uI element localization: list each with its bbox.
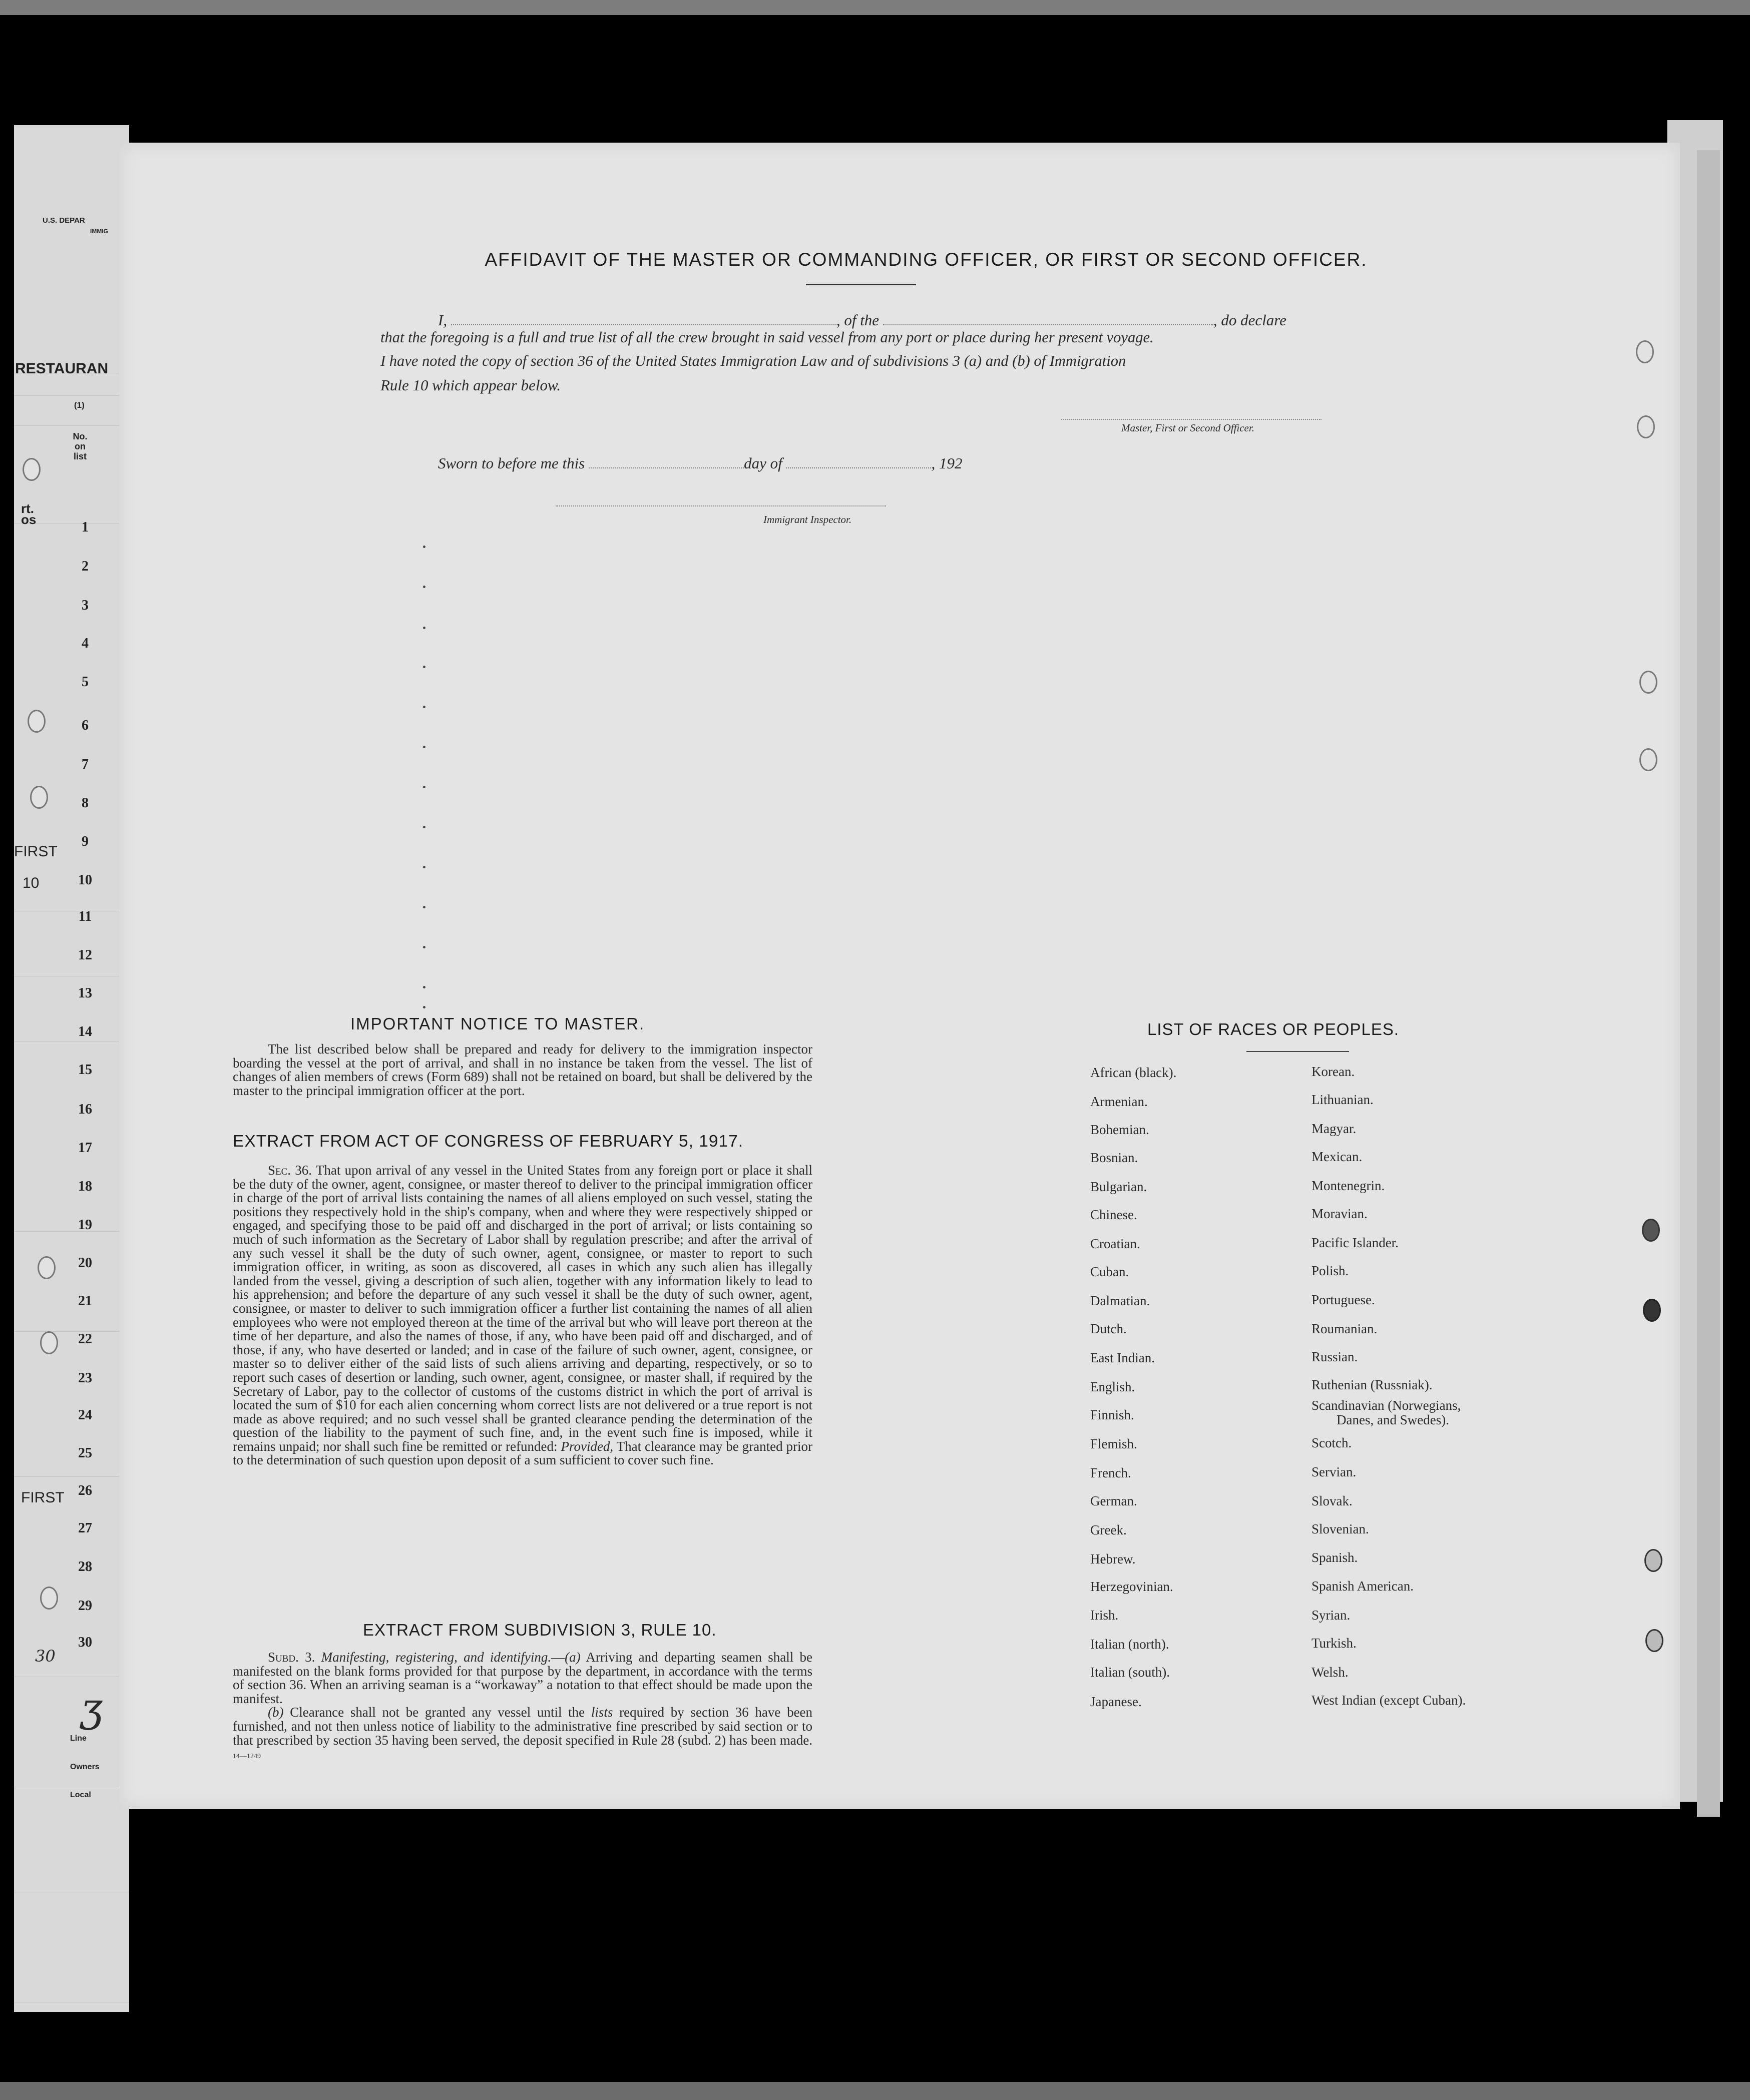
race-item: Croatian. xyxy=(1090,1236,1140,1251)
row-number: 1 xyxy=(82,519,89,535)
race-item: Hebrew. xyxy=(1090,1551,1136,1566)
race-item: Cuban. xyxy=(1090,1264,1129,1279)
race-item: Italian (north). xyxy=(1090,1637,1169,1652)
race-item: Bohemian. xyxy=(1090,1122,1149,1137)
notice-title: IMPORTANT NOTICE TO MASTER. xyxy=(350,1014,645,1033)
race-item: Magyar. xyxy=(1311,1121,1357,1136)
race-item: West Indian (except Cuban). xyxy=(1311,1693,1466,1708)
row-number: 4 xyxy=(82,636,89,651)
race-item: Flemish. xyxy=(1090,1436,1137,1451)
race-item: Servian. xyxy=(1311,1464,1357,1479)
punch-hole xyxy=(30,786,48,809)
rule-extract-body: Subd. 3. Manifesting, registering, and identifying.—(a) Arriving and departing seamen shall be manifested on the blank forms provided for that purpose by the department, in accordance with the terms of section 36. When an arriving seaman is a “workaway” a notation to that effect should be made upon the manifest. (b) Clearance shall not be granted any vessel until the lists required by section 36 have been furnished, and not then unless notice of liability to the administrative fine prescribed by said section or to that prescribed by section 35 having been served, the deposit specified in Rule 28 (subd. 2) has been made. 14—1249 xyxy=(233,1650,813,1761)
punch-hole xyxy=(1643,1299,1661,1322)
row-number: 20 xyxy=(78,1255,92,1271)
row-number: 8 xyxy=(82,795,89,811)
tick-mark xyxy=(423,826,425,828)
punch-hole xyxy=(28,710,46,733)
punch-hole xyxy=(1639,671,1657,694)
race-item: Armenian. xyxy=(1090,1094,1148,1109)
race-item: Lithuanian. xyxy=(1311,1092,1374,1107)
race-item: Dutch. xyxy=(1090,1321,1127,1336)
race-item: Italian (south). xyxy=(1090,1665,1170,1680)
row-number: 12 xyxy=(78,947,92,963)
punch-hole xyxy=(1645,1629,1663,1652)
race-item: Roumanian. xyxy=(1311,1321,1378,1336)
race-item: Korean. xyxy=(1311,1064,1355,1079)
race-item: Mexican. xyxy=(1311,1149,1363,1164)
tick-mark xyxy=(423,546,425,548)
tick-mark xyxy=(423,746,425,748)
race-item: Moravian. xyxy=(1311,1206,1368,1221)
tick-mark xyxy=(423,866,425,868)
vessel-blank[interactable] xyxy=(883,313,1213,325)
punch-hole xyxy=(1636,340,1654,363)
tick-mark xyxy=(423,786,425,788)
punch-hole xyxy=(38,1256,56,1279)
column-title: RESTAURAN xyxy=(15,360,109,377)
row-number: 19 xyxy=(78,1217,92,1233)
tick-mark xyxy=(423,666,425,668)
race-item: Portuguese. xyxy=(1311,1292,1375,1307)
declaration-line-1: I, , of the , do declare xyxy=(438,311,1286,329)
race-item: Slovak. xyxy=(1311,1493,1353,1508)
declaration-line-3: I have noted the copy of section 36 of the United States Immigration Law and of subdivisions 3 (a) and (b) of Immigration xyxy=(380,352,1126,369)
row-number: 29 xyxy=(78,1598,92,1614)
race-item: Spanish American. xyxy=(1311,1579,1414,1594)
sworn-month-blank[interactable] xyxy=(786,456,931,468)
tick-mark xyxy=(423,586,425,588)
punch-hole xyxy=(1637,415,1655,438)
race-item: Herzegovinian. xyxy=(1090,1579,1173,1594)
race-item: Japanese. xyxy=(1090,1694,1142,1709)
first-class-label: FIRST xyxy=(14,843,58,860)
row-number: 15 xyxy=(78,1062,92,1078)
handwritten-mark: ʒ xyxy=(80,1684,103,1731)
race-item: Pacific Islander. xyxy=(1311,1235,1399,1250)
tick-mark xyxy=(423,706,425,708)
race-item: Syrian. xyxy=(1311,1608,1351,1623)
row-number: 23 xyxy=(78,1370,92,1386)
row-number: 14 xyxy=(78,1024,92,1039)
footer-label: Owners xyxy=(70,1763,100,1771)
punch-hole xyxy=(1642,1219,1660,1242)
race-item: Greek. xyxy=(1090,1522,1127,1537)
tick-mark xyxy=(423,1006,425,1008)
row-number: 7 xyxy=(82,757,89,772)
tick-mark xyxy=(423,946,425,948)
scan-edge-top xyxy=(0,0,1750,15)
column-number: (1) xyxy=(74,400,85,410)
name-blank[interactable] xyxy=(451,313,836,325)
row-number: 16 xyxy=(78,1102,92,1117)
race-item: Slovenian. xyxy=(1311,1521,1369,1536)
race-item: Chinese. xyxy=(1090,1207,1137,1222)
signature-blank[interactable] xyxy=(1061,419,1322,420)
race-item: Spanish. xyxy=(1311,1550,1358,1565)
row-number: 10 xyxy=(78,872,92,888)
row-number: 28 xyxy=(78,1559,92,1574)
row-number: 6 xyxy=(82,718,89,733)
races-title-rule xyxy=(1246,1051,1349,1052)
race-item: East Indian. xyxy=(1090,1350,1155,1365)
sworn-day-blank[interactable] xyxy=(589,456,744,468)
footer-label: Local xyxy=(70,1791,91,1799)
row-number: 25 xyxy=(78,1445,92,1461)
race-item: Scandinavian (Norwegians, xyxy=(1311,1398,1461,1413)
punch-hole xyxy=(23,458,41,481)
race-item: French. xyxy=(1090,1465,1131,1480)
row-number: 26 xyxy=(78,1483,92,1498)
row-number: 13 xyxy=(78,985,92,1001)
race-item: Russian. xyxy=(1311,1349,1358,1364)
race-item: Polish. xyxy=(1311,1263,1349,1278)
no-on-list-label: No. on list xyxy=(73,431,88,461)
first-class-label: FIRST xyxy=(21,1489,65,1506)
race-item: Bulgarian. xyxy=(1090,1179,1147,1194)
form-number: 14—1249 xyxy=(233,1753,261,1761)
title-rule xyxy=(806,284,916,285)
race-item: Welsh. xyxy=(1311,1665,1349,1680)
race-item: Bosnian. xyxy=(1090,1150,1138,1165)
stacked-sheet-edge xyxy=(1697,150,1720,1817)
race-item: Ruthenian (Russniak). xyxy=(1311,1377,1433,1392)
race-item: Scotch. xyxy=(1311,1435,1352,1450)
tick-mark xyxy=(423,627,425,629)
row-number: 30 xyxy=(78,1635,92,1650)
handwritten-number: 30 xyxy=(35,1647,56,1666)
affidavit-title: AFFIDAVIT OF THE MASTER OR COMMANDING OFFICER, OR FIRST OR SECOND OFFICER. xyxy=(485,249,1368,270)
notice-body: The list described below shall be prepared and ready for delivery to the immigration inspector boarding the vessel at the port of arrival, and shall in no instance be taken from the vessel. The list of changes of alien members of crews (Form 689) shall not be retained on board, but shall be delivered by the master to the principal immigration officer at the port. xyxy=(233,1041,812,1098)
race-item: English. xyxy=(1090,1379,1135,1394)
races-title: LIST OF RACES OR PEOPLES. xyxy=(1147,1020,1400,1038)
race-item: Montenegrin. xyxy=(1311,1178,1385,1193)
sworn-line: Sworn to before me this day of , 192 xyxy=(438,454,963,472)
row-number: 24 xyxy=(78,1407,92,1423)
row-number: 21 xyxy=(78,1293,92,1309)
signature-label: Master, First or Second Officer. xyxy=(1121,422,1254,434)
row-number: 18 xyxy=(78,1179,92,1194)
tick-mark xyxy=(423,986,425,988)
punch-hole xyxy=(40,1587,58,1610)
inspector-label: Immigrant Inspector. xyxy=(763,513,852,526)
row-number: 3 xyxy=(82,598,89,613)
race-item: African (black). xyxy=(1090,1065,1177,1080)
row-number: 22 xyxy=(78,1331,92,1347)
act-extract-body: Sec. 36. That upon arrival of any vessel in the United States from any foreign port or place it shall be the duty of the owner, agent, consignee, or master thereof to deliver to the principal immigration officer in charge of the port of arrival lists containing the names of all aliens employed on such vessel, stating the positions they respectively hold in the ship's company, when and where they were respectively shipped or engaged, and specifying those to be paid off and discharged in the port of arrival; or lists containing so much of such information as the Secretary of Labor shall by regulation prescribe; and after the arrival of any such vessel it shall be the duty of such owner, agent, consignee, or master to report to such immigration officer, in writing, as soon as discovered, all cases in which any such alien has illegally landed from the vessel, giving a description of such alien, together with any information likely to lead to his apprehension; and before the departure of any such vessel it shall be the duty of such owner, agent, consignee, or master to deliver to such immigration officer a further list containing the names of all alien employees who were not employed thereon at the time of the arrival but who will leave port thereon at the time of her departure, and also the names of those, if any, who have been paid off and discharged, and of those, if any, who have deserted or landed; and in case of the failure of such owner, agent, consignee, or master so to deliver either of the said lists of such aliens arriving and departing, respectively, or so to report such cases of desertion or landing, such owner, agent, consignee, or master shall, if required by the Secretary of Labor, pay to the collector of customs of the customs district in which the port of arrival is located the sum of $10 for each alien concerning whom correct lists are not delivered or a true report is not made as above required; and no such vessel shall be granted clearance pending the determination of the question of the liability to the payment of such fine, and, in the event such fine is imposed, while it remains unpaid; nor shall such fine be remitted or refunded: Provided, That clearance may be granted prior to the determination of such question upon deposit of a sum sufficient to cover such fine. xyxy=(233,1163,813,1468)
tick-mark xyxy=(423,906,425,908)
row-number: 2 xyxy=(82,559,89,574)
act-extract-title: EXTRACT FROM ACT OF CONGRESS OF FEBRUARY 5, 1917. xyxy=(233,1132,744,1151)
race-item: German. xyxy=(1090,1493,1137,1508)
punch-hole xyxy=(1644,1549,1662,1572)
footer-label: Line xyxy=(70,1734,87,1743)
rule-extract-title: EXTRACT FROM SUBDIVISION 3, RULE 10. xyxy=(363,1621,717,1639)
row-number: 11 xyxy=(78,909,92,924)
inspector-signature-blank[interactable] xyxy=(556,505,886,506)
header-fragment: IMMIG xyxy=(90,228,108,235)
header-fragment: U.S. DEPAR xyxy=(43,216,85,225)
punch-hole xyxy=(1639,748,1657,771)
scan-edge-bottom xyxy=(0,2082,1750,2100)
row-number: 9 xyxy=(82,834,89,849)
race-item: Dalmatian. xyxy=(1090,1293,1150,1308)
race-item: Irish. xyxy=(1090,1608,1119,1623)
affidavit-sheet xyxy=(119,143,1680,1809)
race-item-continuation: Danes, and Swedes). xyxy=(1337,1412,1449,1427)
fragment-labels: rt. os xyxy=(21,501,37,527)
declaration-line-4: Rule 10 which appear below. xyxy=(380,376,561,394)
row-number: 17 xyxy=(78,1140,92,1156)
race-item: Finnish. xyxy=(1090,1407,1134,1422)
row-number: 5 xyxy=(82,674,89,690)
race-item: Turkish. xyxy=(1311,1636,1357,1651)
row-number: 27 xyxy=(78,1520,92,1536)
punch-hole xyxy=(40,1331,58,1354)
first-class-number: 10 xyxy=(23,875,40,891)
declaration-line-2: that the foregoing is a full and true list of all the crew brought in said vessel from any port or place during her present voyage. xyxy=(380,329,1154,346)
